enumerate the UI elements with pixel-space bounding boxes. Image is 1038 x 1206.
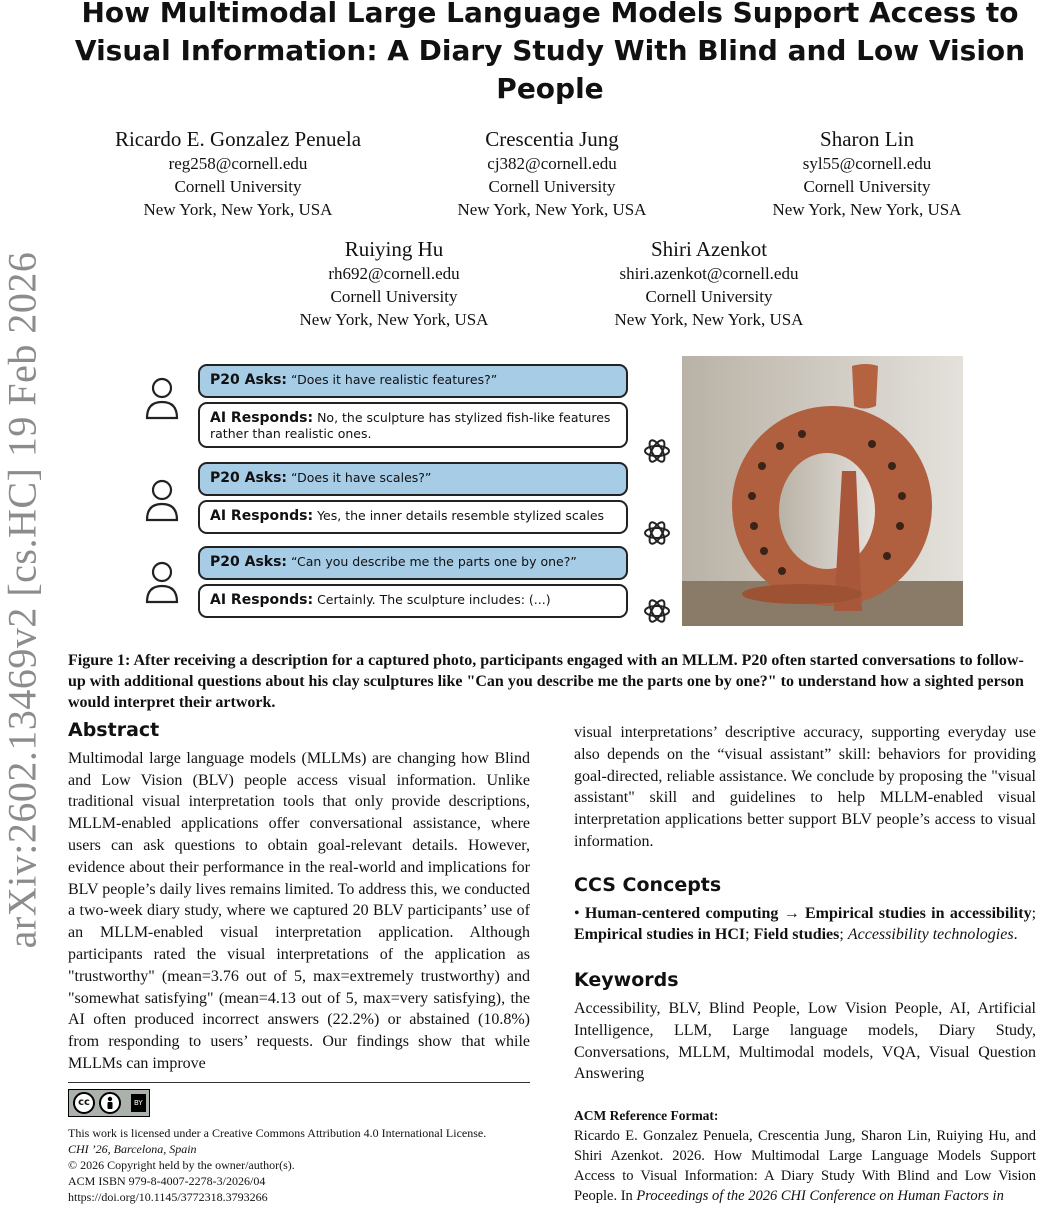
- ccs-separator: ;: [839, 926, 844, 944]
- author-email[interactable]: shiri.azenkot@cornell.edu: [619, 264, 799, 283]
- user-icon: [144, 560, 180, 604]
- chatgpt-logo-icon: [642, 518, 672, 548]
- user-icon: [144, 376, 180, 420]
- chatgpt-logo-icon: [642, 436, 672, 466]
- ccs-concepts: [574, 903, 1036, 947]
- keywords-heading: Keywords: [574, 969, 679, 992]
- license-block: [68, 1082, 530, 1205]
- figure-caption: Figure 1: After receiving a description for a captured photo, participants engaged with an MLLM. P20 often started conversations to follow-up with additional questions about his clay sculptures like "Can you describe me the parts one by one?" to understand how a sighted person would interpret their artwork.: [68, 652, 1024, 711]
- author-affiliation: Cornell University: [803, 177, 931, 196]
- chat-bubble-answer: [198, 584, 628, 618]
- author-block: [402, 126, 702, 221]
- author-block: [559, 236, 859, 331]
- author-email[interactable]: reg258@cornell.edu: [168, 154, 308, 173]
- bubble-text: “Does it have realistic features?”: [291, 372, 498, 387]
- speaker-label: AI Responds:: [210, 410, 314, 426]
- bubble-text: “Does it have scales?”: [291, 470, 432, 485]
- abstract-text-continued: visual interpretations’ descriptive accuracy, supporting everyday use also depends on the “visual assistant” skill: behaviors for providing goal-directed, reliable assistance. We conclude by proposing the "visual assistant" skill and guidelines to help MLLM-enabled visual interpretation applications better support BLV people’s access to visual information.: [574, 724, 1036, 850]
- ccs-end: .: [1013, 926, 1018, 944]
- user-icon: [144, 478, 180, 522]
- doi-link[interactable]: https://doi.org/10.1145/3772318.3793266: [68, 1190, 268, 1204]
- chat-bubble-answer: [198, 500, 628, 534]
- copyright-text: © 2026 Copyright held by the owner/author(s).: [68, 1158, 295, 1172]
- abstract-section: [68, 720, 530, 1075]
- chat-bubble-question: [198, 462, 628, 496]
- acm-reference-text: Ricardo E. Gonzalez Penuela, Crescentia Jung, Sharon Lin, Ruiying Hu, and Shiri Azenkot. 2026. How Multimodal Large Language Models Support Access to Visual Information: A Diary Study With Blind and Low Vision People. In: [574, 1128, 1036, 1204]
- ccs-separator: ;: [745, 926, 750, 944]
- cc-icon: cc: [73, 1092, 95, 1114]
- author-location: New York, New York, USA: [772, 200, 962, 219]
- ccs-concept: Empirical studies in HCI: [574, 926, 746, 944]
- author-affiliation: Cornell University: [645, 287, 773, 306]
- attribution-person-icon: [99, 1092, 121, 1114]
- isbn-text: ACM ISBN 979-8-4007-2278-3/2026/04: [68, 1174, 266, 1188]
- clay-sculpture-photo: [682, 356, 963, 626]
- author-email[interactable]: cj382@cornell.edu: [487, 154, 617, 173]
- bubble-text: Yes, the inner details resemble stylized scales: [317, 508, 605, 523]
- ccs-concept: Field studies: [753, 926, 840, 944]
- speaker-label: P20 Asks:: [210, 470, 288, 486]
- chat-bubble-question: [198, 546, 628, 580]
- author-name: Ruiying Hu: [344, 237, 444, 261]
- teaser-figure: [140, 352, 970, 632]
- author-affiliation: Cornell University: [174, 177, 302, 196]
- ccs-concept: Empirical studies in accessibility: [805, 904, 1032, 922]
- ccs-heading: CCS Concepts: [574, 873, 722, 896]
- cc-by-badge[interactable]: [68, 1089, 150, 1117]
- author-block: [717, 126, 1017, 221]
- ccs-bullet: •: [574, 904, 580, 922]
- right-column: [574, 722, 1036, 1085]
- author-location: New York, New York, USA: [457, 200, 647, 219]
- author-block: [88, 126, 388, 221]
- license-text: This work is licensed under a Creative Commons Attribution 4.0 International License.: [68, 1126, 487, 1140]
- author-affiliation: Cornell University: [488, 177, 616, 196]
- by-label: BY: [131, 1094, 146, 1112]
- paper-title: How Multimodal Large Language Models Support Access to Visual Information: A Diary Study With Blind and Low Vision People: [74, 0, 1026, 105]
- abstract-text: Multimodal large language models (MLLMs) are changing how Blind and Low Vision (BLV) people access visual information. Unlike traditional visual interpretation tools that only provide descriptions, MLLM-enabled applications offer conversational assistance, where users can ask questions to obtain goal-relevant details. However, evidence about their performance in the real-world and implications for BLV people’s daily lives remains limited. To address this, we conducted a two-week diary study, where we captured 20 BLV participants’ use of an MLLM-enabled visual interpretation application. Although participants rated the visual interpretations of the application as "trustworthy" (mean=3.76 out of 5, max=extremely trustworthy) and "somewhat satisfying" (mean=4.13 out of 5, max=very satisfying), the AI often produced incorrect answers (22.2%) or abstained (10.8%) from responding to users’ requests. Our findings show that while MLLMs can improve: [68, 749, 530, 1072]
- author-name: Sharon Lin: [820, 127, 914, 151]
- bubble-text: No, the sculpture has stylized fish-like features rather than realistic ones.: [210, 410, 611, 441]
- bubble-text: Certainly. The sculpture includes: (...): [317, 592, 551, 607]
- author-name: Crescentia Jung: [485, 127, 619, 151]
- chat-bubble-question: [198, 364, 628, 398]
- venue-text: CHI ’26, Barcelona, Spain: [68, 1142, 197, 1156]
- ccs-arrow: →: [783, 904, 800, 922]
- chat-bubble-answer: [198, 402, 628, 448]
- acm-reference-proceedings: Proceedings of the 2026 CHI Conference on Human Factors in: [636, 1188, 1004, 1204]
- author-block: [244, 236, 544, 331]
- ccs-root: Human-centered computing: [584, 904, 779, 922]
- speaker-label: P20 Asks:: [210, 554, 288, 570]
- speaker-label: AI Responds:: [210, 508, 314, 524]
- acm-reference-heading: ACM Reference Format:: [574, 1108, 719, 1123]
- ccs-concept-italic: Accessibility technologies: [847, 926, 1014, 944]
- author-email[interactable]: syl55@cornell.edu: [802, 154, 932, 173]
- ccs-separator: ;: [1031, 904, 1037, 922]
- keywords-text: Accessibility, BLV, Blind People, Low Vision People, AI, Artificial Intelligence, LLM, Large language models, Diary Study, Conversations, MLLM, Multimodal models, VQA, Visual Question Answering: [574, 999, 1036, 1083]
- author-affiliation: Cornell University: [330, 287, 458, 306]
- author-name: Shiri Azenkot: [650, 237, 768, 261]
- speaker-label: AI Responds:: [210, 592, 314, 608]
- chatgpt-logo-icon: [642, 596, 672, 626]
- author-location: New York, New York, USA: [143, 200, 333, 219]
- author-name: Ricardo E. Gonzalez Penuela: [114, 127, 362, 151]
- abstract-heading: Abstract: [68, 719, 160, 741]
- acm-reference: [574, 1106, 1036, 1206]
- speaker-label: P20 Asks:: [210, 372, 288, 388]
- arxiv-identifier[interactable]: arXiv:2602.13469v2 [cs.HC] 19 Feb 2026: [0, 251, 45, 949]
- author-location: New York, New York, USA: [614, 310, 804, 329]
- author-email[interactable]: rh692@cornell.edu: [328, 264, 460, 283]
- bubble-text: “Can you describe me the parts one by one?”: [291, 554, 577, 569]
- author-location: New York, New York, USA: [299, 310, 489, 329]
